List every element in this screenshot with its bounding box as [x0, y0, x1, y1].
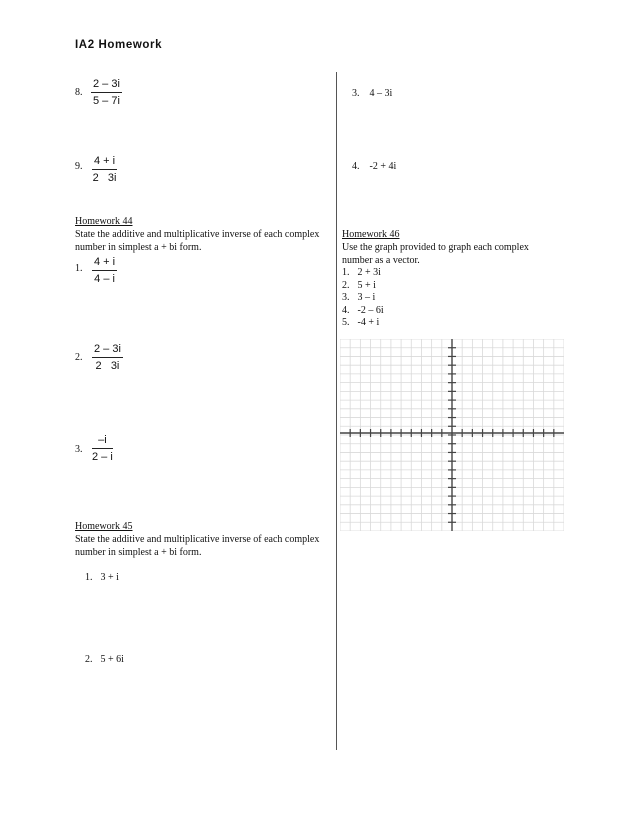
section-heading-hw45: Homework 45 — [75, 521, 133, 532]
fraction-denominator: 4 – i — [94, 273, 115, 285]
problem-number: 2. — [75, 352, 83, 363]
problem-expression: -4 + i — [357, 317, 380, 328]
problem-number: 8. — [75, 87, 83, 98]
problem-number: 3. — [342, 292, 350, 303]
page-title: IA2 Homework — [75, 39, 163, 51]
problem-number: 9. — [75, 161, 83, 172]
problem-number: 1. — [342, 267, 350, 278]
problem-expression: 4 – 3i — [369, 87, 393, 99]
fraction — [91, 78, 122, 108]
coordinate-grid — [340, 339, 564, 531]
section-instructions-hw45: State the additive and multiplicative inverse of each complex number in simplest a + bi form. — [75, 534, 320, 558]
fraction-numerator: 4 + i — [92, 256, 117, 271]
column-divider — [336, 72, 337, 750]
problem-number: 2. — [85, 653, 93, 665]
problem-expression: 2 + 3i — [357, 267, 381, 278]
problem-expression: -2 – 6i — [357, 304, 384, 316]
problem-number: 3. — [75, 444, 83, 455]
list-item — [342, 75, 392, 113]
problem-number: 2. — [342, 279, 350, 291]
fraction-denominator: 2 3i — [92, 172, 117, 184]
problem-expression: 3 + i — [100, 571, 119, 583]
hw46-list — [342, 267, 384, 330]
problem-expression: 5 + 6i — [100, 653, 124, 665]
list-item — [342, 305, 384, 318]
problem-number: 3. — [352, 87, 360, 99]
fraction-denominator: 2 – i — [92, 451, 113, 463]
list-item — [342, 280, 384, 293]
list-item — [342, 148, 396, 186]
fraction-numerator: –i — [92, 434, 113, 449]
problem-expression: 5 + i — [357, 279, 376, 291]
list-item — [342, 317, 384, 330]
fraction-numerator: 2 – 3i — [91, 78, 122, 93]
section-instructions-hw46: Use the graph provided to graph each complex number as a vector. — [342, 242, 529, 266]
fraction — [92, 256, 117, 286]
section-heading-hw46: Homework 46 — [342, 229, 400, 240]
problem-expression: 3 – i — [357, 292, 376, 303]
list-item — [75, 641, 124, 679]
fraction-numerator: 2 – 3i — [92, 343, 123, 358]
fraction — [92, 155, 117, 185]
problem-number: 4. — [352, 160, 360, 172]
problem-number: 1. — [85, 571, 93, 583]
fraction — [92, 343, 123, 373]
problem-expression: -2 + 4i — [369, 160, 397, 172]
list-item — [75, 559, 119, 597]
list-item — [342, 267, 384, 280]
section-heading-hw44: Homework 44 — [75, 216, 133, 227]
fraction — [92, 434, 113, 464]
fraction-denominator: 2 3i — [95, 360, 120, 372]
problem-number: 4. — [342, 304, 350, 316]
section-instructions-hw44: State the additive and multiplicative inverse of each complex number in simplest a + bi form. — [75, 229, 320, 253]
list-item — [342, 292, 384, 305]
problem-number: 1. — [75, 263, 83, 274]
problem-number: 5. — [342, 317, 350, 328]
fraction-denominator: 5 – 7i — [93, 95, 120, 107]
fraction-numerator: 4 + i — [92, 155, 117, 170]
